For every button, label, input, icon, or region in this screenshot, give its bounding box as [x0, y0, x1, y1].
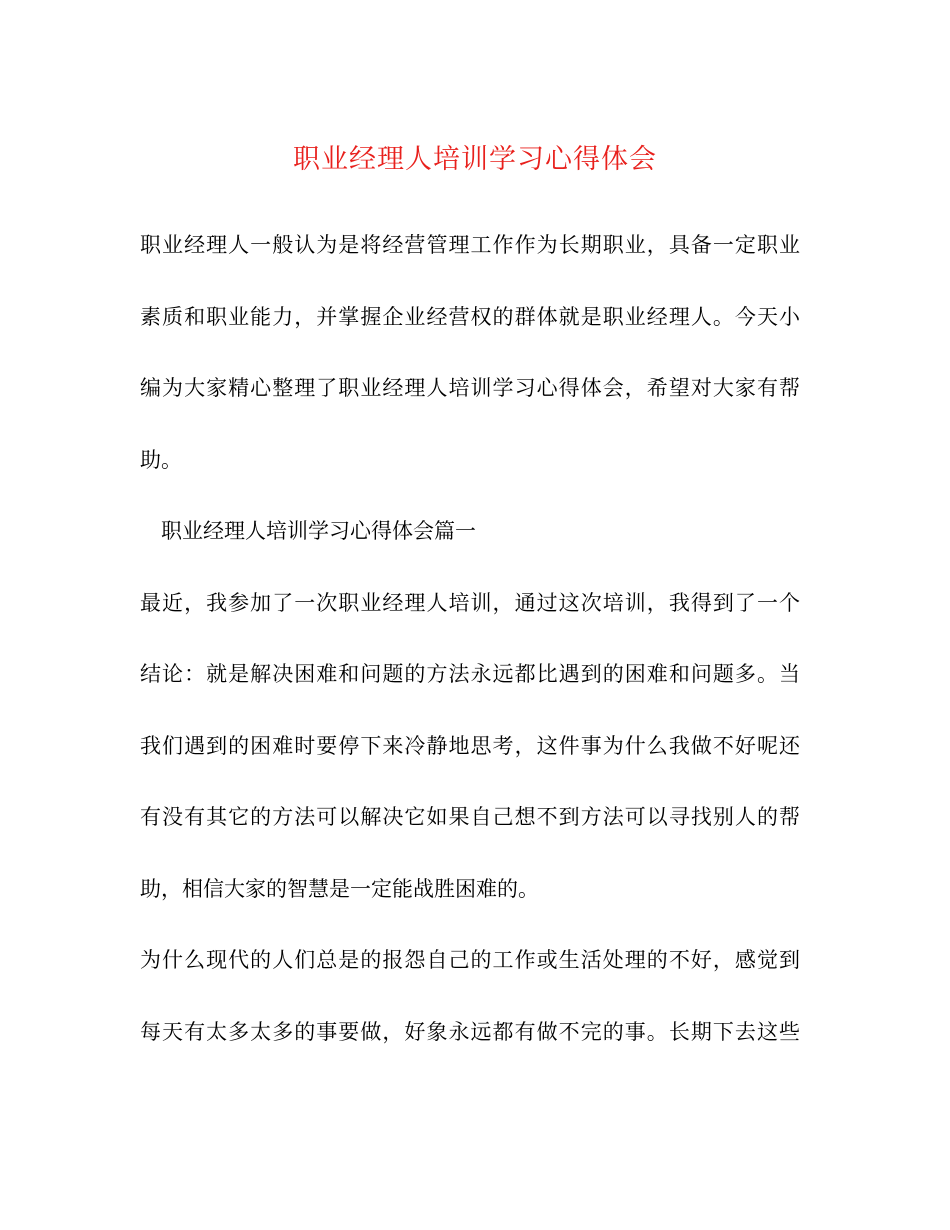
paragraph-line: 为什么现代的人们总是的报怨自己的工作或生活处理的不好，感觉到 [140, 948, 800, 972]
document-title: 职业经理人培训学习心得体会 [293, 144, 657, 175]
paragraph-line: 我们遇到的困难时要停下来冷静地思考，这件事为什么我做不好呢还 [140, 733, 800, 758]
section-heading: 职业经理人培训学习心得体会篇一 [161, 519, 476, 543]
paragraph-line: 编为大家精心整理了职业经理人培训学习心得体会，希望对大家有帮 [140, 376, 800, 400]
paragraph-line: 有没有其它的方法可以解决它如果自己想不到方法可以寻找别人的帮 [140, 805, 800, 829]
paragraph-line: 素质和职业能力，并掌握企业经营权的群体就是职业经理人。今天小 [140, 304, 800, 329]
paragraph-line: 每天有太多太多的事要做，好象永远都有做不完的事。长期下去这些 [140, 1019, 800, 1044]
paragraph-line: 助，相信大家的智慧是一定能战胜困难的。 [140, 876, 539, 901]
paragraph-line: 最近，我参加了一次职业经理人培训，通过这次培训，我得到了一个 [140, 590, 800, 615]
paragraph-line: 助。 [140, 447, 182, 472]
document-body [140, 210, 800, 1068]
paragraph-line: 职业经理人一般认为是将经营管理工作作为长期职业，具备一定职业 [140, 233, 800, 257]
paragraph-line: 结论：就是解决困难和问题的方法永远都比遇到的困难和问题多。当 [140, 662, 800, 686]
